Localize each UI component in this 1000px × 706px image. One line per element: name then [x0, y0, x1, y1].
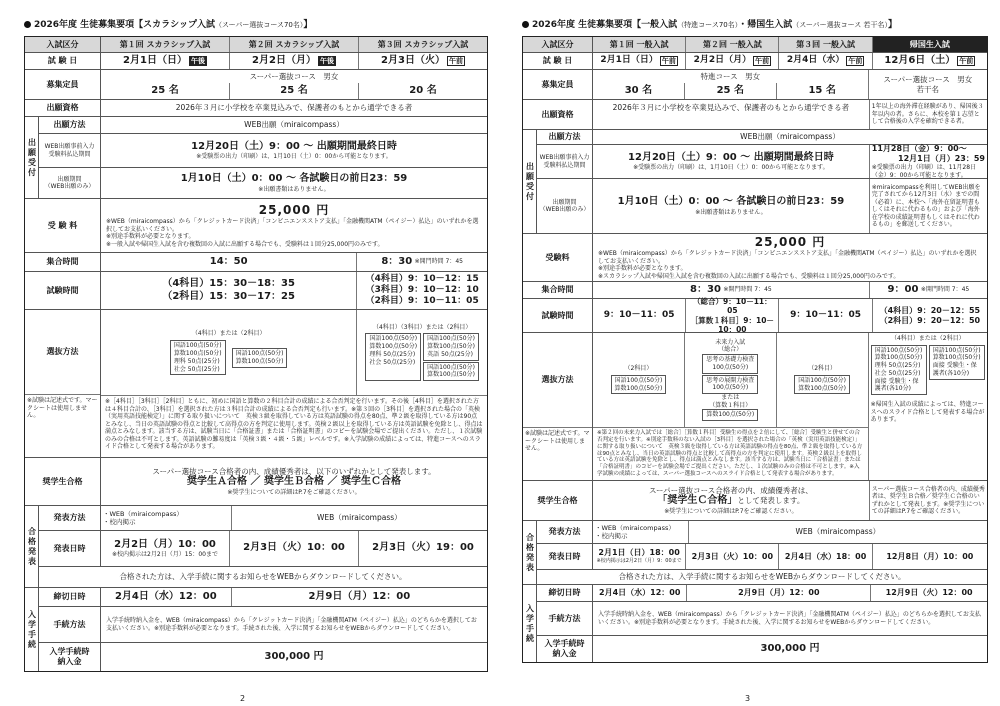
scholarship-types: 奨学生Ａ合格 ／ 奨学生Ｂ合格 ／ 奨学生Ｃ合格 — [187, 476, 401, 488]
row-label: 入学手続時 納入金 — [39, 643, 101, 671]
exam-time: （3科目）9：10－12：10 — [365, 284, 479, 295]
fee-note: ※別途手数料が必要となります。 — [598, 265, 687, 272]
scholarship-table — [24, 36, 488, 672]
registration-period: 12月20日（土）9：00 ～ 出願期間最終日時 — [628, 151, 834, 163]
application-method: WEB出願（miraicompass） — [740, 132, 840, 142]
returnee-registration: 12月1日（月）23：59 — [898, 154, 985, 163]
meeting-time-row — [25, 252, 487, 271]
row-label: 試 験 日 — [523, 53, 593, 69]
row-label: 締切日時 — [39, 588, 101, 606]
payment-amount: 300,000 円 — [760, 642, 820, 654]
row-label: 募集定員 — [523, 70, 593, 99]
announcement-datetime: 12月8日（月）10：00 — [886, 551, 974, 561]
capacity-value: 20 名 — [409, 84, 437, 96]
capacity-value: 25 名 — [101, 83, 230, 99]
time-tag: 午前 — [448, 56, 463, 65]
time-tag: 午前 — [848, 56, 863, 65]
qualification-text: 2026年３月に小学校を卒業見込みで、保護者のもとから通学できる者 — [593, 100, 870, 129]
header-col: 第３回 一般入試 — [779, 37, 872, 52]
qualification-returnee: 1年以上の海外滞在経験があり、帰国後３年以内の者。さらに、本校を第１志望として合格後の入学を確約できる者。 — [871, 103, 984, 126]
row-label: 発表方法 — [537, 521, 593, 543]
scholarship-row — [25, 457, 487, 505]
row-label: 出願資格 — [25, 100, 101, 116]
announcement-datetime: 2月1日（日）18：00 — [598, 548, 680, 558]
procedure-method: 入学手続時納入金を、WEB（miraicompass）から「クレジットカード決済」「金融機関ATM（ペイジー）払込」のどちらかを選択してお支払いください。※別途手数料が必要となります。手続された後、入学に関するお知らせをWEBからダウンロードしてください。 — [106, 617, 477, 632]
exam-date: 2月1日（日） — [600, 55, 658, 66]
exam-time-row — [523, 298, 987, 332]
selection-block — [25, 309, 487, 457]
row-label: WEB出願事前入力 受験料払込期間 — [537, 145, 593, 178]
gate-note: ※開門時間 7：45 — [414, 258, 463, 266]
row-label: 選抜方法 — [25, 310, 100, 395]
header-label: 入試区分 — [523, 37, 593, 52]
meeting-time: 9：00 — [887, 283, 919, 295]
exam-date-row — [25, 52, 487, 69]
row-label: 募集定員 — [25, 70, 101, 99]
procedure-method: 入学手続時納入金を、WEB（miraicompass）から「クレジットカード決済」「金融機関ATM（ペイジー）払込」のどちらかを選択してお支払いください。※別途手数料が必要となります。手続された後、入学に関するお知らせをWEBからダウンロードしてください。 — [598, 611, 981, 626]
subject-box-2: 国語100点(50分) 算数100点(50分) — [232, 348, 288, 368]
returnee-period-note: ※miraicompassを利用してWEB出願を完了されてから12月3日（水）までの間（必着）に、本校へ「海外在留証明書もしくはそれに代わるもの」および「海外在学校の成績証明書もしくはそれに代わるもの」を郵送してください。 — [871, 183, 981, 228]
row-label: 発表日時 — [537, 544, 593, 569]
subject-box-2: 国語100点(50分) 算数100点(50分) — [611, 375, 667, 395]
section-side-label: 出願受付 — [523, 130, 537, 233]
subject-option-head: （2科目） — [808, 365, 837, 373]
qualification-text: 2026年３月に小学校を卒業見込みで、保護者のもとから通学できる者 — [175, 103, 413, 113]
announcement-block: 合格発表 発表方法 ・WEB（miraicompass） ・校内掲示 WEB（miraicompass） 発表日時 2月1日（日）18：00 ※校内掲示は2月2日（月）9：00まで 2月3日（火）10：00 2月4日（水）18：00 12月8日（月）10：00 合格された方は、入学手続に関するお知らせをWEBからダウンロードしてください。 — [523, 520, 987, 584]
returnee-slide-note: ※帰国生入試の成績によっては、特進コースへのスライド合格として発表する場合があります。 — [870, 401, 985, 424]
selection-side-note: ※試験は記述式です。マークシートは使用しません。 — [525, 430, 590, 452]
returnee-scholarship: スーパー選抜コース合格者の内、成績優秀者は、奨学生Ｂ合格／奨学生Ｃ合格のいずれかとして発表します。※奨学生についての詳細はP.7をご確認ください。 — [871, 485, 985, 515]
fee-note: ※スカラシップ入試や帰国生入試を含む複数回の入試に出願する場合でも、受験料は１回分25,000円のみです。 — [598, 272, 900, 280]
exam-time: 9：10－11：05 — [779, 299, 872, 332]
returnee-registration-note: ※受験票の出力（印刷）は、11月28日（金）9：00から可能となります。 — [871, 164, 977, 179]
fee-note: ※WEB（miraicompass）から「クレジットカード決済」「コンビニエンスストア支払」「金融機関ATM（ペイジー）払込」のいずれかを選択してお支払いください。 — [598, 250, 977, 265]
header-col: 第３回 スカラシップ入試 — [359, 37, 487, 52]
exam-date: 2月3日（火） 午前 — [381, 54, 463, 66]
section-side-label: 合格発表 — [523, 521, 537, 584]
posting-note: ※校内掲示は2月2日（月）15：00まで — [112, 551, 218, 558]
title-sub: （スーパー選抜コース70名） — [215, 21, 304, 29]
application-block — [25, 116, 487, 198]
header-row — [25, 37, 487, 52]
meeting-time: 8：30 — [381, 255, 413, 267]
subject-box-4: 国語100点(50分) 算数100点(50分) 理科 50点(25分) 社会 50点(25分) — [365, 333, 421, 381]
exam-time: （4科目）15：30－18：35 — [162, 278, 295, 289]
payment-amount: 300,000 円 — [264, 650, 324, 662]
row-label: WEB出願事前入力 受験料払込期間 — [39, 134, 101, 167]
capacity-value: 15 名 — [808, 84, 836, 96]
deadline: 2月9日（月）12：00 — [308, 590, 411, 602]
exam-date: 2月2日（月） — [693, 55, 752, 66]
application-period: 1月10日（土）0：00 ～ 各試験日の前日23：59 — [617, 196, 845, 207]
exam-date: 2月4日（水） — [786, 55, 845, 66]
header-col: 第２回 スカラシップ入試 — [230, 37, 359, 52]
selection-side-note: ※試験は記述式です。マークシートは使用しません。 — [27, 397, 98, 419]
title-main: 2026年度 生徒募集要項【スカラシップ入試 — [34, 20, 216, 30]
download-note: 合格された方は、入学手続に関するお知らせをWEBからダウンロードしてください。 — [618, 572, 906, 582]
page-title — [24, 20, 488, 33]
row-label: 出願期間 （WEB出願のみ） — [39, 168, 101, 198]
qualification-row — [25, 99, 487, 116]
exam-date: 2月1日（日） 午後 — [101, 53, 230, 69]
subject-option-head: （2科目） — [624, 365, 653, 373]
subject-box-2: 国語100点(50分) 算数100点(50分) 面接 受験生・保護者(各10分) — [929, 345, 985, 380]
deadline: 2月9日（月）12：00 — [687, 585, 871, 601]
returnee-registration: 11月28日（金）9：00～ — [871, 144, 967, 153]
capacity-row — [523, 69, 987, 99]
subject-box-4: 国語100点(50分) 算数100点(50分) 理科 50点(25分) 社会 50点(25分) — [170, 340, 226, 375]
selection-notes: ※第２回の未来力入試では［総合］［算数１科目］受験生の得点を２倍にして、［総合］受験生と併せての合否判定を行います。※別途手数料のない入試の［3科目］を選択された場合の「英検（実用英語技能検定）」に関する取り扱いについて 英検３級を取得している方は英語試験の得点を80点、準２級を取得している方は90点とみなし、当日の英語試験の得点と比較して高得点の方を判定に使用します。英検２級以上を取得している方は英語試験を免除とし、得点は満点とみなします。該当する方は、試験当日に「合格証書」または「合格証明書」のコピーを試験会場でご提出ください。ただし、１次試験のみの合格は不可とします。※入学試験の成績によっては、スーパー選抜コースへのスライド合格として発表する場合があります。 — [597, 429, 863, 478]
qualification-row — [523, 99, 987, 129]
exam-time: （2科目）9：20－12：50 — [879, 315, 981, 325]
row-label: 選抜方法 — [523, 333, 592, 428]
exam-time: （4科目）9：20－12：55 — [879, 305, 981, 315]
period-note: ※出願書類はありません。 — [258, 185, 330, 193]
meeting-time: 14：50 — [101, 253, 357, 271]
application-block — [523, 129, 987, 233]
gate-note: ※開門時間 7：45 — [920, 286, 970, 294]
page-3 — [500, 0, 1000, 706]
row-label: 出願方法 — [39, 117, 101, 133]
deadline: 2月4日（水）12：00 — [593, 585, 687, 601]
row-label: 奨学生合格 — [523, 481, 593, 520]
selection-notes: ※［4科目］［3科目］［2科目］ともに、初めに国語と算数の２科目合計の成績による合否判定を行います。その後［4科目］を選択された方は４科目合計の、［3科目］を選択された方は３科目合計の成績による合否判定も行います。※第３回の［3科目］を選択された場合の「英検（実用英語技能検定）」に関する取り扱いについて 英検３級を取得している方は英語試験の得点を80点、準２級を取得している方は90点とみなし、当日の英語試験の得点と比較して高得点の方を判定に使用します。英検２級以上を取得している方は英語試験を免除とし、得点は満点とみなします。該当する方は、試験当日に「合格証書」または「合格証明書」のコピーを試験会場でご提出ください。ただし、１次試験のみの合格は不可とします。英語試験の難易度は「英検３級・４級・５級」レベルです。※入学試験の成績によっては、特進コースへのスライド合格として発表する場合があります。 — [105, 398, 483, 450]
subject-option-head: （4科目）または（2科目） — [191, 329, 266, 337]
thinking-test-box: 思考の展開力検査 100点(50分) — [702, 375, 758, 395]
gate-note: ※開門時間 7：45 — [723, 286, 772, 294]
page-number: 2 — [240, 694, 246, 703]
meeting-time-row — [523, 281, 987, 298]
scholarship-row: 奨学生合格 スーパー選抜コース合格者の内、成績優秀者は、 「奨学生Ｃ合格」として発表します。 ※奨学生についての詳細はP.7をご確認ください。 スーパー選抜コース合格者の内、成績優秀者は、奨学生Ｂ合格／奨学生Ｃ合格のいずれかとして発表します。※奨学生についての詳細はP.7をご確認ください。 — [523, 480, 987, 520]
scholarship-types: 「奨学生Ｃ合格」 — [657, 495, 738, 507]
capacity-value: 若干名 — [916, 84, 940, 94]
section-side-label: 合格発表 — [25, 506, 39, 587]
capacity-course: スーパー選抜コース 男女 — [249, 71, 339, 81]
fee-note: ※別途手数料が必要となります。 — [106, 233, 195, 240]
row-label: 受 験 料 — [25, 199, 101, 252]
row-label: 入学手続時 納入金 — [537, 636, 593, 662]
deadline: 2月4日（水）12：00 — [101, 588, 232, 606]
row-label: 集合時間 — [25, 253, 101, 271]
registration-period: 12月20日（土）9：00 ～ 出願期間最終日時 — [191, 140, 397, 152]
exam-time: （4科目）9：10－12：15 — [365, 273, 479, 284]
fee-row — [25, 198, 487, 252]
capacity-value: 30 名 — [593, 83, 685, 99]
scholarship-note: ※奨学生についての詳細はP.7をご確認ください。 — [227, 488, 361, 496]
download-note: 合格された方は、入学手続に関するお知らせをWEBからダウンロードしてください。 — [119, 572, 407, 582]
row-label: 出願資格 — [523, 100, 593, 129]
scholarship-note: ※奨学生についての詳細はP.7をご確認ください。 — [664, 507, 798, 515]
row-label: 奨学生合格 — [25, 458, 101, 505]
row-label: 締切日時 — [537, 585, 593, 601]
header-col-returnee: 帰国生入試 — [873, 37, 987, 52]
time-tag: 午後 — [190, 56, 205, 65]
row-label: 出願期間 （WEB出願のみ） — [537, 179, 593, 233]
capacity-row — [25, 69, 487, 99]
fee-row — [523, 233, 987, 281]
header-label: 入試区分 — [25, 37, 101, 52]
subject-box-4: 国語100点(50分) 算数100点(50分) 理科 50点(25分) 社会 50点(25分) 面接 受験生・保護者(各10分) — [871, 345, 927, 396]
announcement-method: WEB（miraicompass） — [795, 527, 881, 537]
subject-box-math: 算数100点(50分) — [702, 409, 758, 421]
row-label: 試 験 日 — [25, 53, 101, 69]
capacity-value: 25 名 — [230, 83, 359, 99]
row-label: 出願方法 — [537, 130, 593, 144]
capacity-value: 25 名 — [685, 83, 777, 99]
subject-option-head: 未来力入試 — [715, 338, 746, 346]
row-label: 発表方法 — [39, 506, 101, 530]
exam-date: 2月2日（月） 午後 — [230, 53, 359, 69]
general-entrance-table — [522, 36, 988, 663]
period-note: ※出願書類はありません。 — [695, 208, 767, 216]
scholarship-line: スーパー選抜コース合格者の内、成績優秀者は、 — [648, 485, 813, 495]
subject-box-2: 国語100点(50分) 算数100点(50分) — [423, 362, 479, 382]
row-label: 手続方法 — [537, 602, 593, 635]
announcement-datetime: 2月3日（火）10：00 — [230, 531, 359, 566]
scholarship-line: スーパー選抜コース合格者の内、成績優秀者は、以下のいずれかとして発表します。 — [152, 466, 436, 476]
meeting-time: 8：30 — [690, 283, 721, 295]
row-label: 手続方法 — [39, 607, 101, 642]
row-label: 受験料 — [523, 234, 593, 281]
announcement-datetime: 2月3日（火）10：00 — [686, 544, 779, 569]
deadline: 12月9日（火）12：00 — [885, 588, 973, 597]
section-side-label: 入学手続 — [25, 588, 39, 671]
announcement-datetime: 2月4日（水）18：00 — [779, 544, 872, 569]
exam-time-row — [25, 271, 487, 309]
title-end: 】 — [303, 20, 313, 30]
application-period: 1月10日（土）0：00 ～ 各試験日の前日23：59 — [180, 173, 408, 184]
row-label: 発表日時 — [39, 531, 101, 566]
capacity-course: スーパー選抜コース 男女 — [883, 75, 973, 85]
subject-box-2: 国語100点(50分) 算数100点(50分) — [794, 375, 850, 395]
fee-note: ※WEB（miraicompass）から「クレジットカード決済」「コンビニエンスストア支払」「金融機関ATM（ペイジー）払込」のいずれかを選択してお支払いください。 — [106, 218, 479, 233]
registration-note: ※受験票の出力（印刷）は、1月10日（土）0：00から可能となります。 — [196, 153, 392, 160]
row-label: 試験時間 — [523, 299, 593, 332]
thinking-test-box: 思考の基礎力検査 100点(50分) — [702, 354, 758, 374]
fee-amount: 25,000 円 — [258, 203, 330, 217]
section-side-label: 出願受付 — [25, 117, 39, 198]
posting-note: ※校内掲示は2月2日（月）9：00まで — [596, 558, 682, 565]
subject-option-head: （4科目）または（2科目） — [890, 335, 965, 342]
capacity-course: 特進コース 男女 — [700, 71, 761, 81]
time-tag: 午後 — [319, 56, 334, 65]
announcement-block: 合格発表 発表方法 ・WEB（miraicompass） ・校内掲示 WEB（miraicompass） 発表日時 2月2日（月）10：00 ※校内掲示は2月2日（月）15：00まで 2月3日（火）10：00 2月3日（火）19：00 合格された方は、入学手続に関するお知らせをWEBからダウンロードしてください。 — [25, 505, 487, 587]
time-tag: 午前 — [755, 56, 770, 65]
header-col: 第１回 一般入試 — [593, 37, 686, 52]
subject-box-3: 国語100点(50分) 算数100点(50分) 英語 50点(25分) — [423, 333, 479, 360]
row-label: 試験時間 — [25, 272, 101, 309]
exam-date: 12月6日（土） — [884, 54, 956, 66]
application-method: WEB出願（miraicompass） — [244, 120, 344, 130]
header-col: 第２回 一般入試 — [686, 37, 779, 52]
page-title: 2026年度 生徒募集要項【一般入試（特進コース70名）・帰国生入試（スーパー選抜コース 若干名）】 — [522, 20, 988, 33]
header-col: 第１回 スカラシップ入試 — [101, 37, 230, 52]
selection-block: 選抜方法 ※試験は記述式です。マークシートは使用しません。 （2科目） 国語100点(50分) 算数100点(50分) 未来力入試 （総合） 思考の基礎力検査 100点(50分) 思考の展開力検査 100点(50分) または （算数１科目） 算数100点(50分) （2科目） 国語100点(50分) 算数100点(50分) ※第２回の未来力入試では［総合］［算数１科目］受験生の得点を２倍にして、［総合］受験生と併せての合否判定を行います。※別途手数料のない入試の［3科目］を選択された場合の「英検（実用英語技能検定）」に関する取り扱いについて 英検３級を取得している方は英語試験の得点を80点、準２級を取得している方は90点とみなし、当日の英語試験の得点と比較して高得点の方を判定に使用します。英検２級以上を取得している方は英語試験を免除とし、得点は満点とみなします。該当する方は、試験当日に「合格証書」または「合格証明書」のコピーを試験会場でご提出ください。ただし、１次試験のみの合格は不可とします。※入学試験の成績によっては、スーパー選抜コースへのスライド合格として発表する場合があります。 （4科目）または（2科目） 国語100点(50分) 算数100点(50分) 理科 50点(25分) 社会 50点(25分) 面接 受験生・保護者(各10分) 国語100点(50分) 算数100点(50分) 面接 受験生・保護者(各10分) ※帰国生入試の成績によっては、特進コースへのスライド合格として発表する場合があります。 — [523, 332, 987, 480]
exam-time: ［算数１科目］9：10－10：00 — [690, 315, 774, 334]
section-side-label: 入学手続 — [523, 585, 537, 662]
exam-date-row — [523, 52, 987, 69]
registration-note: ※受験票の出力（印刷）は、1月10日（土）0：00から可能となります。 — [633, 164, 829, 171]
bullet-icon — [522, 21, 529, 28]
announcement-method: WEB（miraicompass） — [317, 513, 402, 523]
row-label: 集合時間 — [523, 282, 593, 298]
exam-time: （2科目）9：10－11：05 — [365, 296, 479, 307]
bullet-icon — [24, 21, 31, 28]
exam-time: 9：10－11：05 — [593, 299, 686, 332]
procedure-block — [25, 587, 487, 671]
announcement-datetime: 2月3日（火）19：00 — [372, 542, 474, 554]
exam-time: （総合）9：10－11：05 — [693, 296, 772, 316]
announcement-datetime: 2月2日（月）10：00 — [114, 538, 216, 550]
fee-amount: 25,000 円 — [754, 235, 826, 249]
time-tag: 午前 — [661, 56, 676, 65]
procedure-block — [523, 584, 987, 662]
fee-note: ※一般入試や帰国生入試を含む複数回の入試に出願する場合でも、受験料は１回分25,000円のみです。 — [106, 240, 384, 248]
page-number: 3 — [745, 694, 751, 703]
subject-option-head: （4科目）（3科目）または（2科目） — [372, 323, 472, 331]
exam-time: （2科目）15：30－17：25 — [162, 290, 295, 302]
time-tag: 午前 — [959, 56, 974, 65]
